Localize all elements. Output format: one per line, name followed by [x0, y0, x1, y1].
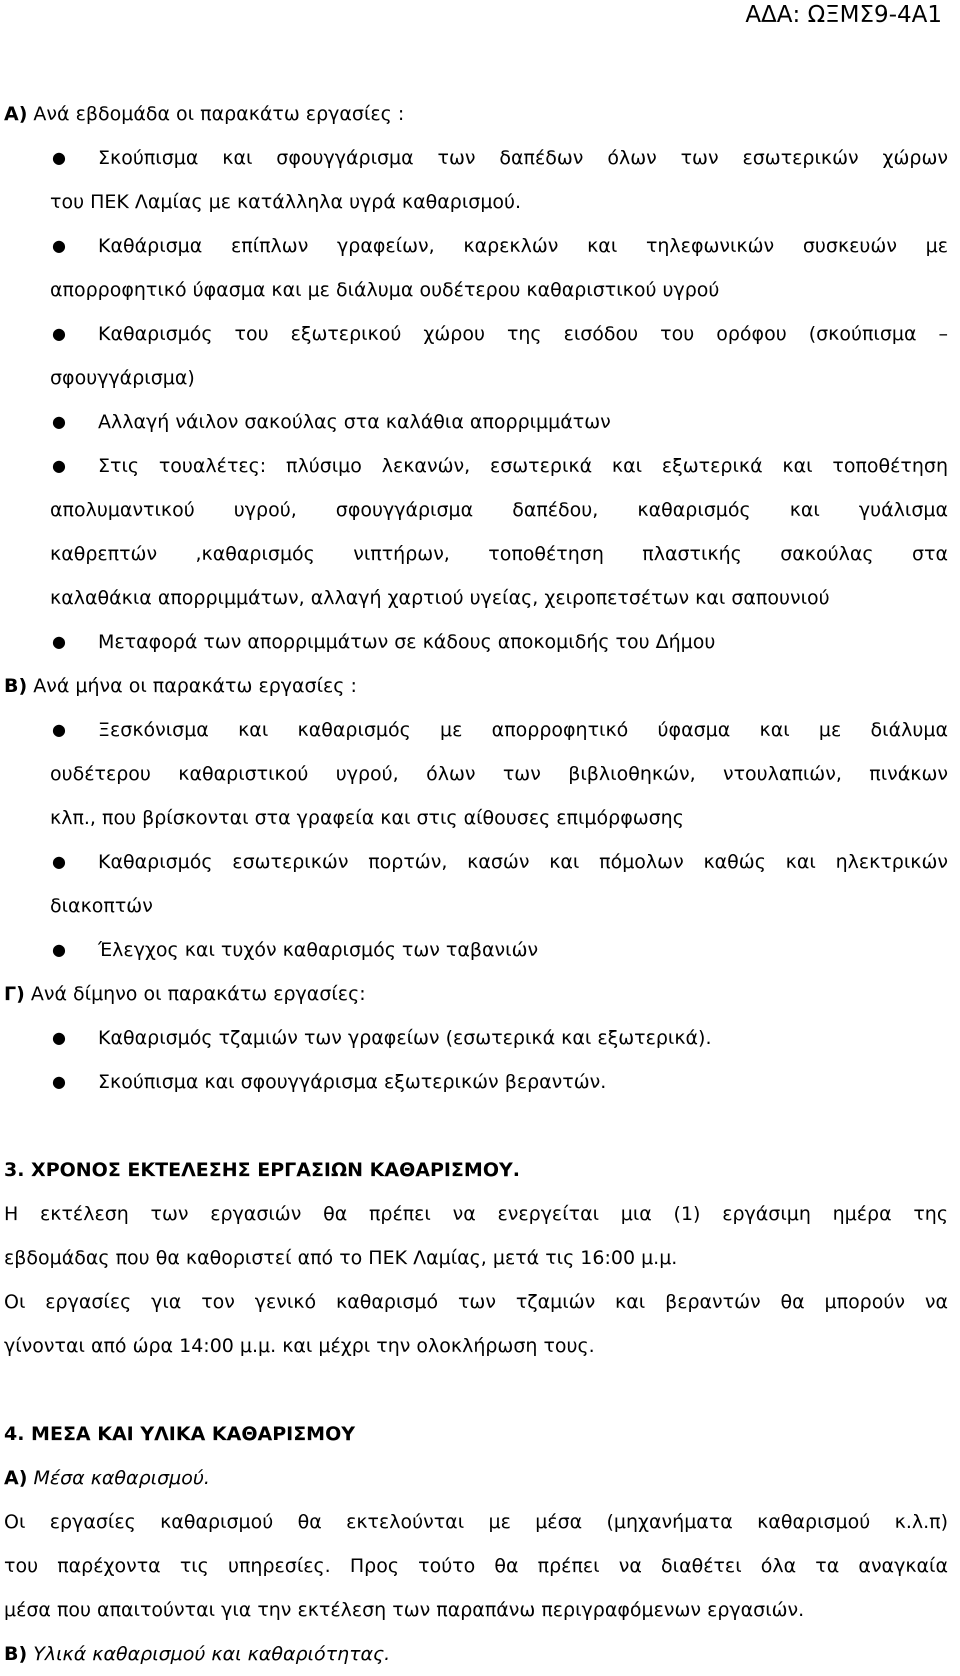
- subsection-b-heading: Β) Υλικά καθαρισμού και καθαριότητας.: [4, 1643, 391, 1665]
- bullet-icon: ●: [52, 148, 66, 167]
- paragraph-line: Οι εργασίες καθαρισμού θα εκτελούνται με μέσα (μηχανήματα καθαρισμού κ.λ.π): [4, 1511, 948, 1533]
- list-item: ● Καθαρισμός εσωτερικών πορτών, κασών και πόμολων καθώς και ηλεκτρικών: [4, 840, 948, 884]
- paragraph-line: Η εκτέλεση των εργασιών θα πρέπει να ενεργείται μια (1) εργάσιμη ημέρα της: [4, 1203, 948, 1225]
- list-item: ● Έλεγχος και τυχόν καθαρισμός των ταβανιών: [4, 928, 948, 972]
- paragraph-line: γίνονται από ώρα 14:00 μ.μ. και μέχρι την ολοκλήρωση τους.: [4, 1335, 595, 1357]
- paragraph-line: μέσα που απαιτούνται για την εκτέλεση των παραπάνω περιγραφόμενων εργασιών.: [4, 1599, 805, 1621]
- bullet-icon: ●: [52, 412, 66, 431]
- section-b-heading: Β) Ανά μήνα οι παρακάτω εργασίες :: [4, 675, 357, 697]
- bullet-icon: ●: [52, 632, 66, 651]
- list-item: ● Καθαρισμός του εξωτερικού χώρου της εισόδου του ορόφου (σκούπισμα –: [4, 312, 948, 356]
- spacer: [4, 1104, 948, 1148]
- paragraph-line: του παρέχοντα τις υπηρεσίες. Προς τούτο θα πρέπει να διαθέτει όλα τα αναγκαία: [4, 1555, 948, 1577]
- list-item: ● Καθαρισμός τζαμιών των γραφείων (εσωτερικά και εξωτερικά).: [4, 1016, 948, 1060]
- bullet-icon: ●: [52, 1028, 66, 1047]
- list-item: ● Καθάρισμα επίπλων γραφείων, καρεκλών και τηλεφωνικών συσκευών με: [4, 224, 948, 268]
- bullet-icon: ●: [52, 852, 66, 871]
- bullet-icon: ●: [52, 324, 66, 343]
- list-item-continuation: του ΠΕΚ Λαμίας με κατάλληλα υγρά καθαρισμού.: [50, 191, 522, 213]
- list-item: ● Ξεσκόνισμα και καθαρισμός με απορροφητικό ύφασμα και με διάλυμα: [4, 708, 948, 752]
- bullet-icon: ●: [52, 1072, 66, 1091]
- list-item: ● Σκούπισμα και σφουγγάρισμα εξωτερικών βεραντών.: [4, 1060, 948, 1104]
- list-item: ● Μεταφορά των απορριμμάτων σε κάδους αποκομιδής του Δήμου: [4, 620, 948, 664]
- list-item-continuation: απολυμαντικού υγρού, σφουγγάρισμα δαπέδου, καθαρισμός και γυάλισμα: [50, 499, 948, 521]
- bullet-icon: ●: [52, 720, 66, 739]
- list-item: ● Αλλαγή νάιλον σακούλας στα καλάθια απορριμμάτων: [4, 400, 948, 444]
- spacer: [4, 1368, 948, 1412]
- list-item-continuation: απορροφητικό ύφασμα και με διάλυμα ουδέτερου καθαριστικού υγρού: [50, 279, 720, 301]
- bullet-icon: ●: [52, 940, 66, 959]
- list-item-continuation: διακοπτών: [50, 895, 153, 917]
- section-a-heading: Α) Ανά εβδομάδα οι παρακάτω εργασίες :: [4, 103, 405, 125]
- document-body: [4, 92, 948, 1676]
- paragraph-line: εβδομάδας που θα καθοριστεί από το ΠΕΚ Λαμίας, μετά τις 16:00 μ.μ.: [4, 1247, 678, 1269]
- list-item-continuation: ουδέτερου καθαριστικού υγρού, όλων των βιβλιοθηκών, ντουλαπιών, πινάκων: [50, 763, 948, 785]
- list-item: ● Στις τουαλέτες: πλύσιμο λεκανών, εσωτερικά και εξωτερικά και τοποθέτηση: [4, 444, 948, 488]
- list-item: ● Σκούπισμα και σφουγγάρισμα των δαπέδων όλων των εσωτερικών χώρων: [4, 136, 948, 180]
- bullet-icon: ●: [52, 236, 66, 255]
- subsection-a-heading: Α) Μέσα καθαρισμού.: [4, 1467, 210, 1489]
- section-3-heading: 3. ΧΡΟΝΟΣ ΕΚΤΕΛΕΣΗΣ ΕΡΓΑΣΙΩΝ ΚΑΘΑΡΙΣΜΟΥ.: [4, 1159, 520, 1181]
- bullet-icon: ●: [52, 456, 66, 475]
- list-item-continuation: καθρεπτών ,καθαρισμός νιπτήρων, τοποθέτηση πλαστικής σακούλας στα: [50, 543, 948, 565]
- list-item-continuation: καλαθάκια απορριμμάτων, αλλαγή χαρτιού υγείας, χειροπετσέτων και σαπουνιού: [50, 587, 830, 609]
- paragraph-line: Οι εργασίες για τον γενικό καθαρισμό των τζαμιών και βεραντών θα μπορούν να: [4, 1291, 948, 1313]
- list-item-continuation: σφουγγάρισμα): [50, 367, 195, 389]
- section-c-heading: Γ) Ανά δίμηνο οι παρακάτω εργασίες:: [4, 983, 366, 1005]
- section-4-heading: 4. ΜΕΣΑ ΚΑΙ ΥΛΙΚΑ ΚΑΘΑΡΙΣΜΟΥ: [4, 1423, 355, 1445]
- list-item-continuation: κλπ., που βρίσκονται στα γραφεία και στις αίθουσες επιμόρφωσης: [50, 807, 684, 829]
- ada-identifier: ΑΔΑ: ΩΞΜΣ9-4Α1: [745, 2, 942, 28]
